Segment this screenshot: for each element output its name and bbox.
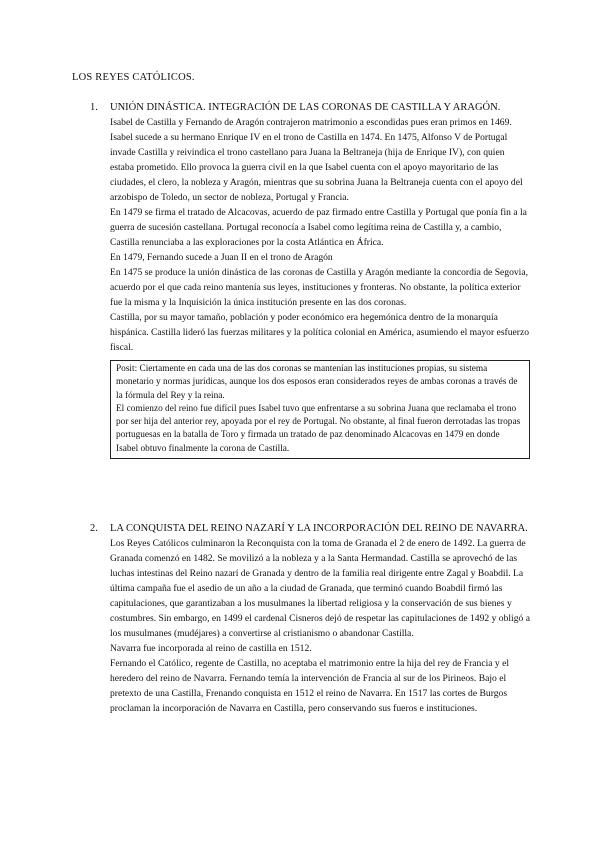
paragraph: Fernando el Católico, regente de Castilla, no aceptaba el matrimonio entre la hija del rey de Francia y el heredero del reino de Navarra. Fernando temía la intervención de Francia al sur de los Pirineos. Bajo el pretexto de una Castilla, Frenando conquista en 1512 el reino de Navarra. En 1517 las cortes de Burgos proclaman la incorporación de Navarra en Castilla, pero conservando sus fueros e instituciones.	[110, 658, 510, 714]
section-number: 2.	[90, 523, 98, 534]
paragraph: Isabel de Castilla y Fernando de Aragón contrajeron matrimonio a escondidas pues eran primos en 1469. Isabel sucede a su hermano Enrique IV en el trono de Castilla en 1474. En 1475, Alfonso V de Portugal invade Castilla y reivindica el trono castellano para Juana la Beltraneja (hija de Enrique IV), con quien estaba prometido. Ello provoca la guerra civil en la que Isabel cuenta con el apoyo mayoritario de las ciudades, el clero, la nobleza y Aragón, mientras que su sobrina Juana la Beltraneja cuenta con el apoyo del arzobispo de Toledo, un sector de nobleza, Portugal y Francia.	[110, 117, 523, 203]
section-body	[110, 115, 530, 355]
paragraph: Castilla, por su mayor tamaño, población y poder económico era hegemónica dentro de la monarquía hispánica. Castilla lideró las fuerzas militares y la política colonial en América, asumiendo el mayor esfuerzo fiscal.	[110, 312, 530, 353]
section-title: LA CONQUISTA DEL REINO NAZARÍ Y LA INCORPORACIÓN DEL REINO DE NAVARRA.	[110, 523, 528, 534]
section-heading	[90, 100, 530, 115]
section-union-dinastica	[90, 100, 530, 459]
paragraph: En 1479 se firma el tratado de Alcacovas, acuerdo de paz firmado entre Castilla y Portugal que ponía fin a la guerra de sucesión castellana. Portugal reconocía a Isabel como legítima reina de Castilla y, a cambio, Castilla renunciaba a las exploraciones por la costa Atlántica en África.	[110, 207, 527, 248]
section-heading	[90, 521, 530, 536]
note-box	[110, 360, 530, 459]
document-title: LOS REYES CATÓLICOS.	[72, 72, 195, 83]
paragraph: Los Reyes Católicos culminaron la Reconquista con la toma de Granada el 2 de enero de 1492. La guerra de Granada comenzó en 1482. Se movilizó a la nobleza y a la Santa Hermandad. Castilla se aprovechó de las luchas intestinas del Reino nazarí de Granada y dentro de la familia real dirigente entre Zagal y Boabdil. La última campaña fue el asedio de un año a la ciudad de Granada, que terminó cuando Boabdil firmó las capitulaciones, que garantizaban a los musulmanes la libertad religiosa y la conservación de sus bienes y costumbres. Sin embargo, en 1499 el cardenal Cisneros dejó de respetar las capitulaciones de 1492 y obligó a los musulmanes (mudéjares) a convertirse al cristianismo o abandonar Castilla.	[110, 538, 530, 639]
section-conquista-granada-navarra	[90, 521, 530, 716]
section-number: 1.	[90, 102, 98, 113]
paragraph: Navarra fue incorporada al reino de castilla en 1512.	[110, 643, 312, 654]
note-paragraph: Posit: Ciertamente en cada una de las dos coronas se mantenían las instituciones propias, su sistema monetario y normas jurídicas, aunque los dos esposos eran considerados reyes de ambas coronas a través de la fórmula del Rey y la reina.	[116, 364, 518, 401]
paragraph: En 1479, Fernando sucede a Juan II en el trono de Aragón	[110, 252, 333, 263]
note-paragraph: El comienzo del reino fue difícil pues Isabel tuvo que enfrentarse a su sobrina Juana que reclamaba el trono por ser hija del anterior rey, apoyada por el rey de Portugal. No obstante, al final fueron derrotadas las tropas portuguesas en la batalla de Toro y firmada un tratado de paz denominado Alcacovas en 1479 en donde Isabel obtuvo finalmente la corona de Castilla.	[116, 403, 521, 454]
section-body	[110, 536, 530, 716]
section-title: UNIÓN DINÁSTICA. INTEGRACIÓN DE LAS CORONAS DE CASTILLA Y ARAGÓN.	[110, 102, 501, 113]
paragraph: En 1475 se produce la unión dinástica de las coronas de Castilla y Aragón mediante la concordia de Segovia, acuerdo por el que cada reino mantenía sus leyes, instituciones y fronteras. No obstante, la política exterior fue la misma y la Inquisición la única institución presente en las dos coronas.	[110, 267, 529, 308]
